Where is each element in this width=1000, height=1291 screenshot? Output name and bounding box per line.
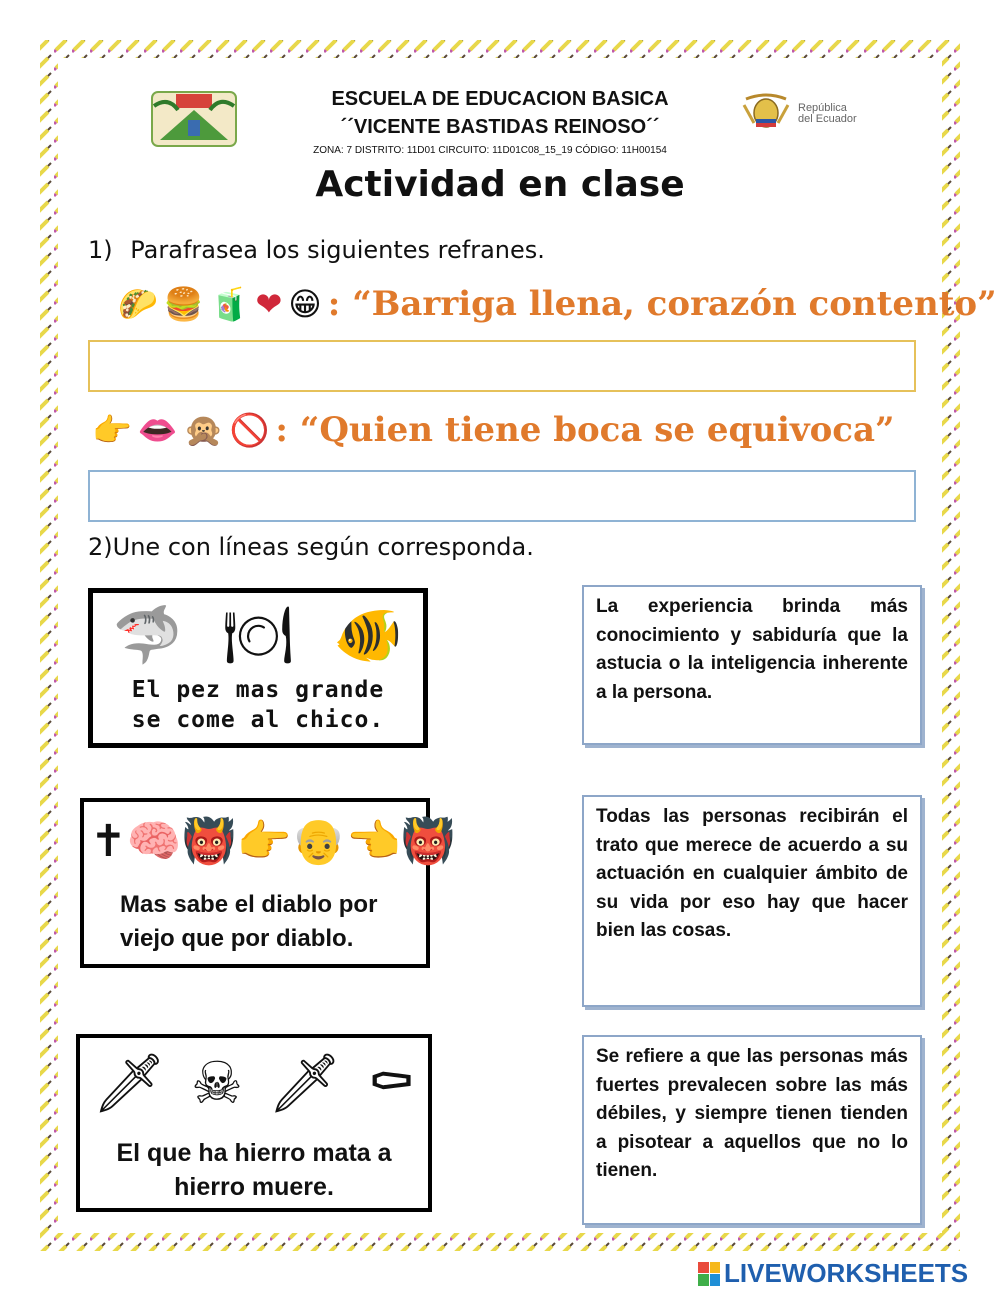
liveworksheets-mark-icon bbox=[698, 1262, 720, 1286]
card3-caption-line1: El que ha hierro mata a bbox=[116, 1139, 392, 1167]
speak-no-evil-icon: 🙊 bbox=[183, 411, 224, 449]
plate-utensils-icon: 🍽 bbox=[222, 603, 294, 668]
saying2-answer-input[interactable] bbox=[88, 470, 916, 522]
proverb-card-sword[interactable] bbox=[76, 1034, 432, 1212]
question1-text: Parafrasea los siguientes refranes. bbox=[130, 236, 545, 264]
cross-icon: ✝ bbox=[90, 816, 127, 867]
question2-number: 2) bbox=[88, 533, 113, 561]
lips-icon: 👄 bbox=[137, 411, 178, 449]
old-man-icon: 👴 bbox=[291, 816, 347, 867]
juice-icon: 🧃 bbox=[209, 285, 250, 323]
card3-caption-line2: hierro muere. bbox=[174, 1173, 334, 1201]
card1-caption-line2: se come al chico. bbox=[131, 707, 385, 733]
burger-icon: 🍔 bbox=[163, 285, 204, 323]
tropical-fish-icon: 🐠 bbox=[333, 603, 404, 668]
question1-prompt bbox=[88, 236, 545, 264]
pointing-hand-icon: 👉 bbox=[92, 411, 132, 449]
definition-box-experience[interactable]: La experiencia brinda más conocimiento y sabiduría que la astucia o la inteligencia inherente a la persona. bbox=[582, 585, 922, 745]
sword-icon: 🗡 bbox=[92, 1049, 167, 1117]
question2-prompt bbox=[88, 533, 534, 561]
proverb-card-devil[interactable] bbox=[80, 798, 456, 968]
page-title: Actividad en clase bbox=[315, 164, 685, 205]
devil-mask-icon: 👹 bbox=[181, 816, 237, 867]
school-code-line: ZONA: 7 DISTRITO: 11D01 CIRCUITO: 11D01C08_15_19 CÓDIGO: 11H00154 bbox=[313, 145, 667, 156]
saying2-row bbox=[92, 410, 895, 450]
definition-box-strong-prevail[interactable]: Se refiere a que las personas más fuertes prevalecen sobre las más débiles, y siempre tienen tienden a pisotear a aquellos que no lo tienen. bbox=[582, 1035, 922, 1225]
coffin-icon: ⚰ bbox=[366, 1049, 416, 1117]
devil-mask-icon: 👹 bbox=[400, 816, 456, 867]
republic-label bbox=[798, 103, 857, 125]
republic-line1: República bbox=[798, 102, 847, 114]
saying1-text: : “Barriga llena, corazón contento” bbox=[327, 284, 997, 324]
liveworksheets-brand: LIVEWORKSHEETS bbox=[724, 1258, 969, 1288]
card1-caption-line1: El pez mas grande bbox=[131, 677, 385, 703]
grin-face-icon: 😁 bbox=[288, 285, 322, 323]
school-name-line2: ´´VICENTE BASTIDAS REINOSO´´ bbox=[340, 116, 660, 138]
liveworksheets-logo bbox=[698, 1258, 968, 1289]
school-name-line1: ESCUELA DE EDUCACION BASICA bbox=[331, 88, 669, 110]
saying1-answer-input[interactable] bbox=[88, 340, 916, 392]
republic-line2: del Ecuador bbox=[798, 113, 857, 125]
ecuador-shield-icon bbox=[736, 93, 796, 131]
prohibited-icon: 🚫 bbox=[229, 411, 270, 449]
question2-text: Une con líneas según corresponda. bbox=[112, 533, 534, 561]
definition-box-treatment[interactable]: Todas las personas recibirán el trato que merece de acuerdo a su actuación en cualquier ámbito de su vida por eso hay que hacer bien las cosas. bbox=[582, 795, 922, 1007]
question1-number: 1) bbox=[88, 236, 113, 264]
saying2-text: : “Quien tiene boca se equivoca” bbox=[275, 410, 895, 450]
saying1-row bbox=[118, 284, 997, 324]
pointing-left-icon: 👈 bbox=[346, 816, 401, 867]
school-logo bbox=[148, 86, 240, 150]
pointing-right-icon: 👉 bbox=[236, 816, 292, 867]
brain-icon: 🧠 bbox=[126, 816, 182, 867]
sword-icon: 🗡 bbox=[267, 1049, 342, 1117]
card2-caption-line2: viejo que por diablo. bbox=[120, 925, 354, 952]
taco-icon: 🌮 bbox=[118, 285, 158, 323]
card2-caption-line1: Mas sabe el diablo por bbox=[120, 891, 378, 918]
shark-icon: 🦈 bbox=[112, 603, 183, 668]
heart-icon: ❤ bbox=[255, 285, 283, 323]
skull-crossbones-icon: ☠ bbox=[191, 1049, 244, 1117]
proverb-card-fish[interactable] bbox=[88, 588, 428, 748]
